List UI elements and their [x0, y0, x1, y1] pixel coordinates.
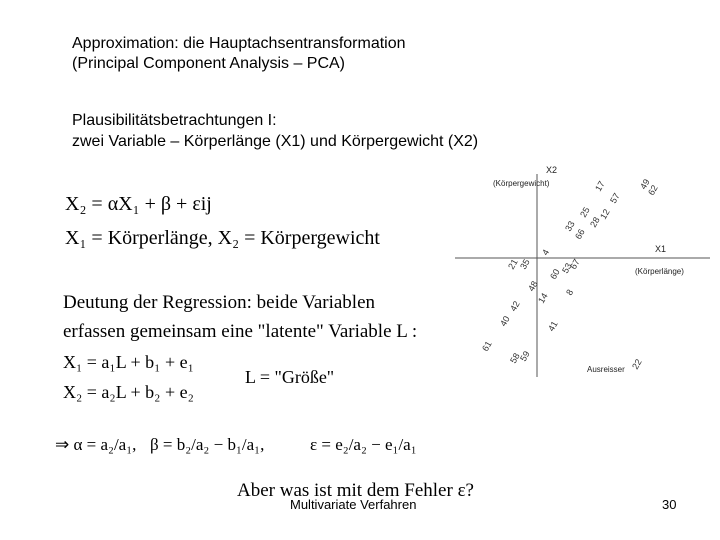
- point-label: 59: [518, 349, 532, 363]
- point-label: 17: [593, 179, 607, 193]
- point-label: 33: [563, 219, 577, 233]
- point-label: 12: [598, 207, 612, 221]
- point-label: 25: [578, 205, 592, 219]
- point-label: 60: [548, 267, 562, 281]
- latent-variable-definition: L = "Größe": [245, 367, 335, 387]
- point-label: 4: [540, 247, 552, 257]
- point-label: 40: [498, 314, 512, 328]
- x-axis-sublabel: (Körperlänge): [635, 267, 684, 276]
- point-label: 61: [480, 339, 494, 353]
- point-label: 49: [638, 177, 652, 191]
- point-label: 67: [568, 257, 582, 271]
- point-label: 53: [560, 261, 574, 275]
- title-line-1: Approximation: die Hauptachsentransformation: [72, 35, 406, 52]
- result-beta: β = b₂/a₂ − b₁/a₁,: [150, 435, 265, 454]
- title-line-2: (Principal Component Analysis – PCA): [72, 55, 346, 72]
- y-axis-sublabel: (Körpergewicht): [493, 179, 550, 188]
- point-label: 62: [646, 183, 660, 197]
- point-label: 42: [508, 299, 522, 313]
- intro-line-1: Plausibilitätsbetrachtungen I:: [72, 112, 277, 129]
- interpretation-line-1: Deutung der Regression: beide Variablen: [63, 292, 376, 313]
- page-number: 30: [662, 497, 677, 512]
- result-epsilon: ε = e₂/a₂ − e₁/a₁: [310, 435, 417, 454]
- x-axis-label: X1: [655, 244, 667, 254]
- scatter-plot: [455, 162, 710, 377]
- variable-definitions: X₁ = Körperlänge, X₂ = Körpergewicht: [65, 227, 380, 249]
- point-label: 58: [508, 351, 522, 365]
- point-label: 57: [608, 191, 622, 205]
- question-text: Aber was ist mit dem Fehler ε?: [237, 480, 474, 501]
- intro-line-2: zwei Variable – Körperlänge (X1) und Körpergewicht (X2): [72, 133, 479, 150]
- point-label: 48: [526, 279, 540, 293]
- point-label: 35: [518, 257, 532, 271]
- outlier-label: Ausreisser: [587, 365, 625, 374]
- point-label: 22: [630, 357, 644, 371]
- interpretation-line-2: erfassen gemeinsam eine "latente" Variable L :: [63, 321, 418, 342]
- formula-block: [55, 180, 475, 510]
- point-label: 21: [506, 257, 520, 271]
- y-axis-label: X2: [546, 165, 558, 175]
- result-alpha: ⇒ α = a₂/a₁,: [55, 435, 137, 454]
- point-label: 41: [546, 319, 560, 333]
- point-label: 28: [588, 215, 602, 229]
- point-label: 14: [536, 291, 550, 305]
- equation-x1: X₁ = a₁L + b₁ + e₁: [63, 352, 194, 372]
- equation-x2: X₂ = a₂L + b₂ + e₂: [63, 382, 194, 402]
- footer-text: Multivariate Verfahren: [290, 497, 417, 512]
- point-label: 8: [564, 287, 576, 297]
- point-label: 66: [573, 227, 587, 241]
- regression-equation: X₂ = αX₁ + β + εij: [65, 193, 212, 215]
